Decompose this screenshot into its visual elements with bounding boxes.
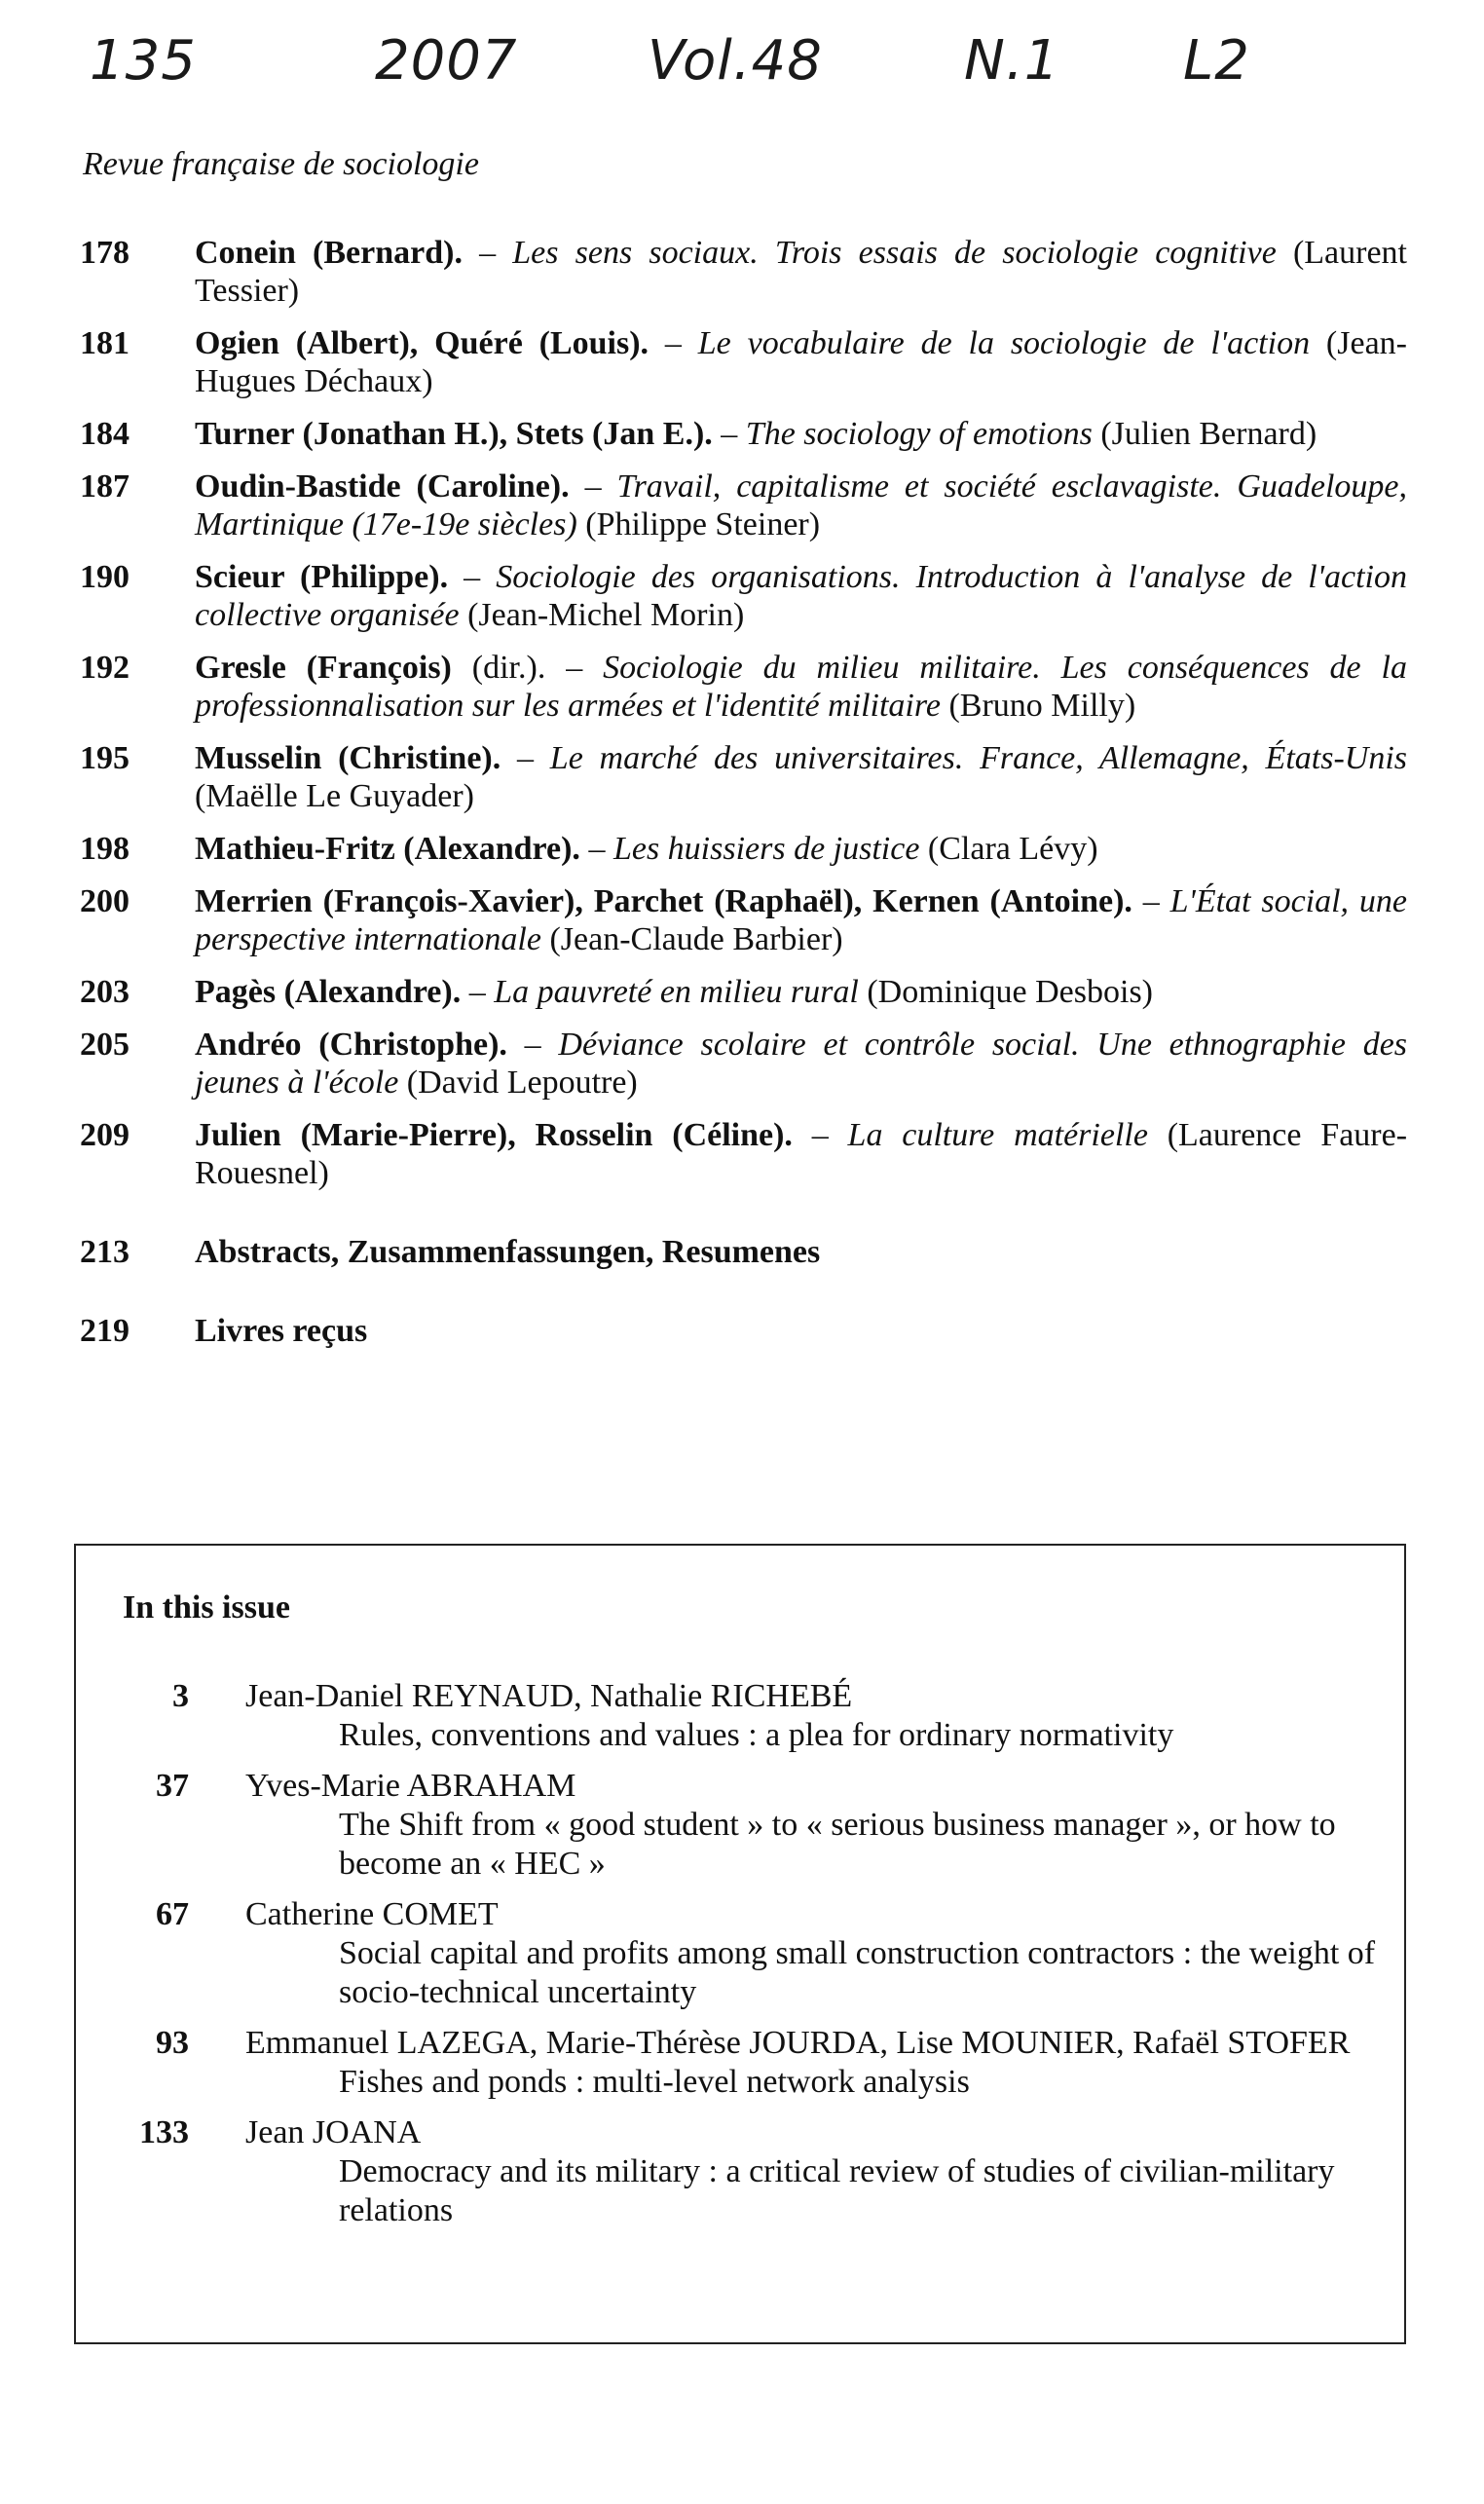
article-authors: Yves-Marie ABRAHAM (245, 1768, 576, 1804)
review-editor-note: (dir.). (451, 650, 546, 686)
page-number: 198 (80, 831, 130, 867)
page-number: 192 (80, 650, 130, 686)
issue-item (105, 2113, 1381, 2230)
review-entry: 198 Mathieu-Fritz (Alexandre). – Les huissiers de justice (Clara Lévy) (80, 831, 1098, 867)
page-number: 93 (156, 2025, 189, 2061)
review-title: Sociologie des organisations. Introduction à l'analyse de l'action collective organisée (195, 559, 1407, 633)
reviewer: (Laurence Faure-Rouesnel) (195, 1117, 1408, 1191)
article-title: The Shift from « good student » to « serious business manager », or how to become an « HEC » (339, 1807, 1336, 1882)
reviewer: (Dominique Desbois) (858, 974, 1153, 1010)
issue-item (105, 1767, 1381, 1884)
review-author: Gresle (François) (195, 650, 452, 686)
review-title: Les huissiers de justice (612, 831, 920, 867)
section-label: Abstracts, Zusammenfassungen, Resumenes (195, 1234, 821, 1270)
page-number: 184 (80, 416, 130, 452)
reviewer: (Clara Lévy) (919, 831, 1098, 867)
reviewer: (Laurent Tessier) (195, 235, 1407, 309)
review-title: Travail, capitalisme et société esclavagiste. Guadeloupe, Martinique (17e-19e siècles) (195, 468, 1408, 542)
reviewer: (Jean-Claude Barbier) (540, 921, 843, 957)
reviewer: (Julien Bernard) (1092, 416, 1317, 452)
article-authors: Emmanuel LAZEGA, Marie-Thérèse JOURDA, Lise MOUNIER, Rafaël STOFER (245, 2025, 1351, 2061)
review-title: L'État social, une perspective internationale (195, 883, 1408, 957)
review-title: The sociology of emotions (745, 416, 1093, 452)
page-number: 195 (80, 740, 130, 776)
review-author: Ogien (Albert), Quéré (Louis). (195, 325, 649, 361)
review-entry: 209 Julien (Marie-Pierre), Rosselin (Céline). – La culture matérielle (Laurence Faure-Rouesnel) (80, 1117, 1408, 1191)
article-authors: Jean-Daniel REYNAUD, Nathalie RICHEBÉ (245, 1678, 853, 1714)
review-title: Déviance scolaire et contrôle social. Une ethnographie des jeunes à l'école (195, 1027, 1408, 1101)
review-entry: 187 Oudin-Bastide (Caroline). – Travail, capitalisme et société esclavagiste. Guadeloupe, Martinique (17e-19e siècles) (Philippe Steiner) (80, 468, 1408, 542)
reviewer: (Maëlle Le Guyader) (195, 778, 474, 814)
review-author: Musselin (Christine). (195, 740, 501, 776)
in-this-issue-box (74, 1544, 1406, 2344)
handwritten-note-volume: Vol.48 (648, 29, 823, 93)
issue-box-title: In this issue (123, 1589, 290, 1626)
page-number: 213 (80, 1234, 130, 1270)
review-author: Turner (Jonathan H.), Stets (Jan E.). (195, 416, 713, 452)
handwritten-note-number: 135 (90, 29, 197, 93)
handwritten-note-issue: N.1 (964, 29, 1060, 93)
review-entry: 190 Scieur (Philippe). – Sociologie des organisations. Introduction à l'analyse de l'action collective organisée (Jean-Michel Morin) (80, 559, 1407, 633)
article-authors: Jean JOANA (245, 2114, 422, 2150)
reviewer: (David Lepoutre) (398, 1065, 638, 1101)
issue-item (105, 2024, 1381, 2102)
page-number: 200 (80, 883, 130, 919)
section-entry (78, 1312, 1407, 1350)
page-number: 190 (80, 559, 130, 595)
journal-header: Revue française de sociologie (83, 146, 479, 182)
review-entry: 192 Gresle (François) (dir.). – Sociologie du milieu militaire. Les conséquences de la professionnalisation sur les armées et l'identité militaire (Bruno Milly) (80, 650, 1407, 724)
review-author: Julien (Marie-Pierre), Rosselin (Céline). (195, 1117, 793, 1153)
handwritten-note-year: 2007 (375, 29, 518, 93)
review-title: Le marché des universitaires. France, Allemagne, États-Unis (549, 740, 1408, 776)
reviewer: (Jean-Michel Morin) (459, 597, 745, 633)
issue-item (105, 1677, 1381, 1755)
page-number: 187 (80, 468, 130, 505)
review-author: Mathieu-Fritz (Alexandre). (195, 831, 580, 867)
section-entry (78, 1233, 1407, 1271)
page-number: 203 (80, 974, 130, 1010)
issue-list (105, 1677, 1381, 2242)
page-number: 133 (139, 2114, 189, 2150)
review-title: Sociologie du milieu militaire. Les conséquences de la professionnalisation sur les armées et l'identité militaire (195, 650, 1407, 724)
reviewer: (Bruno Milly) (940, 688, 1136, 724)
review-entry: 203 Pagès (Alexandre). – La pauvreté en milieu rural (Dominique Desbois) (80, 974, 1153, 1010)
review-entry: 178 Conein (Bernard). – Les sens sociaux. Trois essais de sociologie cognitive (Laurent Tessier) (80, 235, 1407, 309)
review-title: La pauvreté en milieu rural (494, 974, 859, 1010)
review-entry: 181 Ogien (Albert), Quéré (Louis). – Le vocabulaire de la sociologie de l'action (Jean-Hugues Déchaux) (80, 325, 1407, 399)
reviewer: (Philippe Steiner) (576, 506, 821, 542)
page-number: 219 (80, 1313, 130, 1349)
page-number: 3 (172, 1678, 189, 1714)
review-author: Merrien (François-Xavier), Parchet (Raphaël), Kernen (Antoine). (195, 883, 1132, 919)
page-number: 181 (80, 325, 130, 361)
review-title: Le vocabulaire de la sociologie de l'action (697, 325, 1311, 361)
reviewer: (Jean-Hugues Déchaux) (195, 325, 1407, 399)
review-author: Conein (Bernard). (195, 235, 463, 271)
article-title: Democracy and its military : a critical review of studies of civilian-military relations (339, 2153, 1335, 2228)
section-label: Livres reçus (195, 1313, 368, 1349)
review-entry: 195 Musselin (Christine). – Le marché des universitaires. France, Allemagne, États-Unis (Maëlle Le Guyader) (80, 740, 1408, 814)
page-number: 209 (80, 1117, 130, 1153)
review-author: Oudin-Bastide (Caroline). (195, 468, 570, 505)
page-number: 205 (80, 1027, 130, 1063)
review-author: Andréo (Christophe). (195, 1027, 507, 1063)
review-entry: 200 Merrien (François-Xavier), Parchet (Raphaël), Kernen (Antoine). – L'État social, une perspective internationale (Jean-Claude Barbier) (80, 883, 1408, 957)
page-number: 67 (156, 1896, 189, 1932)
page-number: 37 (156, 1768, 189, 1804)
review-author: Scieur (Philippe). (195, 559, 449, 595)
article-authors: Catherine COMET (245, 1896, 499, 1932)
review-entry: 184 Turner (Jonathan H.), Stets (Jan E.). – The sociology of emotions (Julien Bernard) (80, 416, 1317, 452)
review-list (78, 234, 1407, 1350)
review-title: La culture matérielle (847, 1117, 1148, 1153)
article-title: Social capital and profits among small construction contractors : the weight of socio-technical uncertainty (339, 1935, 1376, 2010)
article-title: Rules, conventions and values : a plea for ordinary normativity (339, 1717, 1174, 1753)
handwritten-note-code: L2 (1183, 29, 1250, 93)
review-entry: 205 Andréo (Christophe). – Déviance scolaire et contrôle social. Une ethnographie des jeunes à l'école (David Lepoutre) (80, 1027, 1408, 1101)
article-title: Fishes and ponds : multi-level network analysis (339, 2064, 970, 2100)
review-author: Pagès (Alexandre). (195, 974, 462, 1010)
page-number: 178 (80, 235, 130, 271)
review-title: Les sens sociaux. Trois essais de sociologie cognitive (512, 235, 1277, 271)
issue-item (105, 1895, 1381, 2012)
